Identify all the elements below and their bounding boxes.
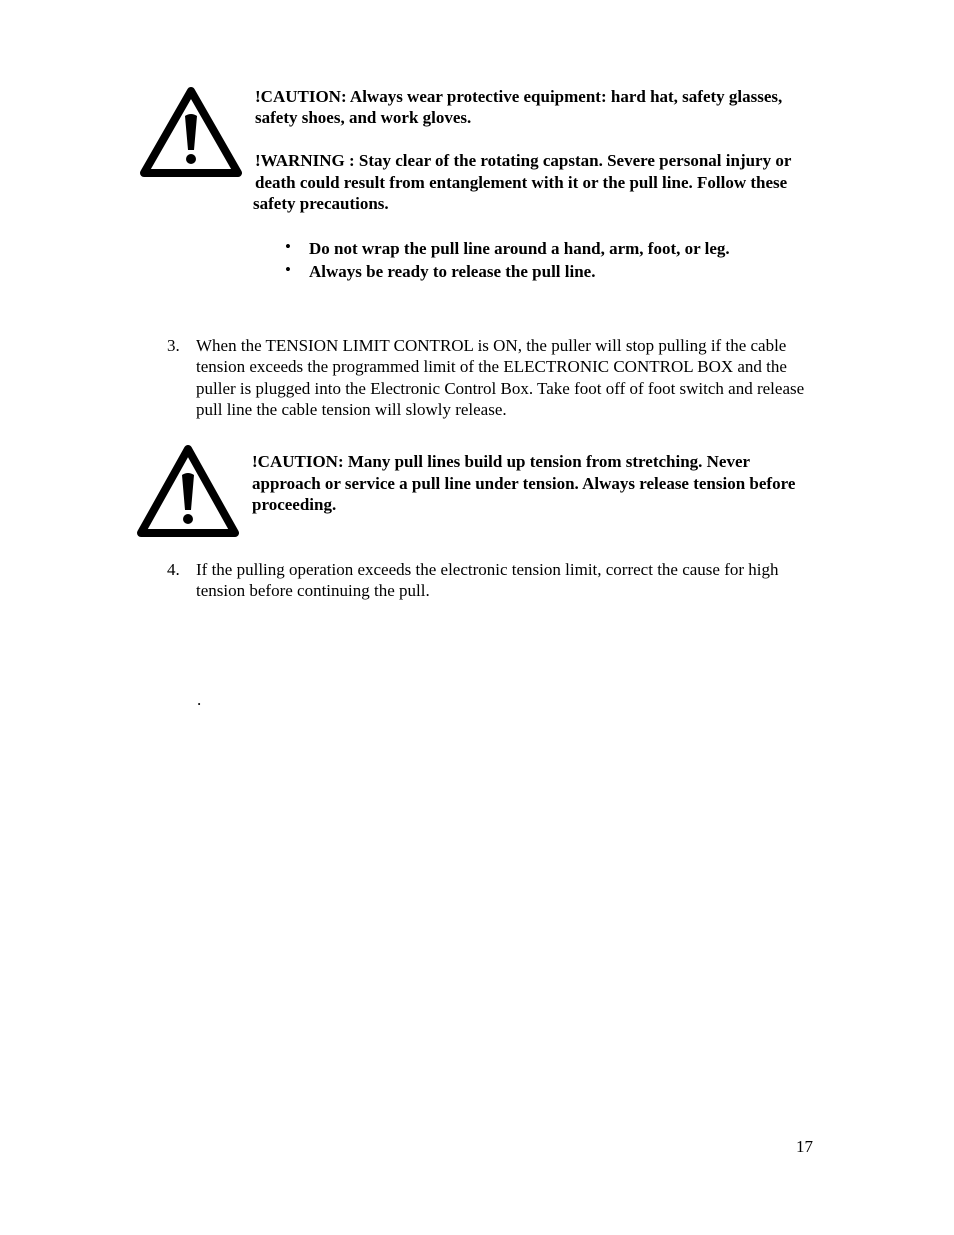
step-number: 3. bbox=[167, 336, 180, 355]
page-number: 17 bbox=[796, 1137, 813, 1156]
step-text-line: When the TENSION LIMIT CONTROL is ON, the puller will stop pulling if the cable bbox=[196, 336, 787, 355]
warning-text-line: safety precautions. bbox=[253, 194, 389, 213]
bullet-icon: • bbox=[285, 260, 291, 279]
caution-text-line: proceeding. bbox=[252, 495, 337, 514]
step-text-line: tension before continuing the pull. bbox=[196, 581, 430, 600]
bullet-item: Always be ready to release the pull line. bbox=[309, 262, 596, 281]
stray-period: . bbox=[197, 690, 202, 709]
warning-text-line: !WARNING : Stay clear of the rotating capstan. Severe personal injury or bbox=[255, 151, 792, 170]
caution-text-line: approach or service a pull line under tension. Always release tension before bbox=[252, 474, 796, 493]
step-text-line: tension exceeds the programmed limit of the ELECTRONIC CONTROL BOX and the bbox=[196, 357, 787, 376]
warning-text-line: death could result from entanglement with it or the pull line. Follow these bbox=[255, 173, 788, 192]
step-text-line: If the pulling operation exceeds the electronic tension limit, correct the cause for high bbox=[196, 560, 779, 579]
caution-text-line: !CAUTION: Many pull lines build up tension from stretching. Never bbox=[252, 452, 751, 471]
warning-triangle-icon bbox=[139, 86, 243, 178]
step-number: 4. bbox=[167, 560, 180, 579]
step-text-line: pull line the cable tension will slowly release. bbox=[196, 400, 507, 419]
bullet-item: Do not wrap the pull line around a hand, arm, foot, or leg. bbox=[309, 239, 730, 258]
caution-text-line: !CAUTION: Always wear protective equipment: hard hat, safety glasses, bbox=[255, 87, 783, 106]
caution-text-line: safety shoes, and work gloves. bbox=[255, 108, 472, 127]
warning-triangle-icon bbox=[136, 444, 240, 538]
step-text-line: puller is plugged into the Electronic Control Box. Take foot off of foot switch and release bbox=[196, 379, 805, 398]
bullet-icon: • bbox=[285, 237, 291, 256]
